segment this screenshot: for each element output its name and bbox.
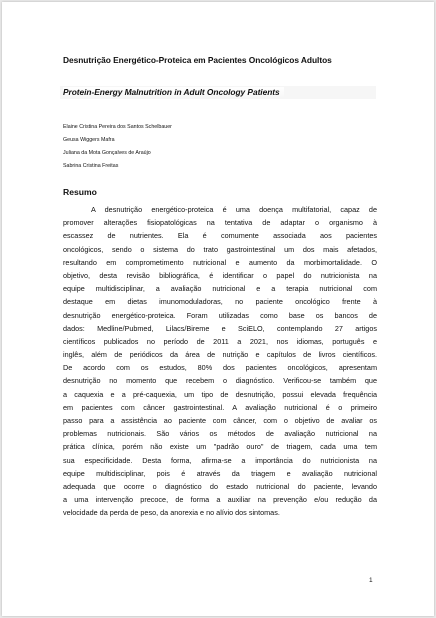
abstract-line: oncológicos, sendo o sistema do trato gastrointestinal um dos mais afetados,: [63, 244, 377, 254]
author-name: Elaine Cristina Pereira dos Santos Schelbauer: [63, 124, 172, 130]
abstract-line: problemas nutricionais. São vários os métodos de avaliação nutricional na: [63, 429, 377, 439]
title-portuguese: Desnutrição Energético-Proteica em Pacientes Oncológicos Adultos: [63, 55, 332, 65]
abstract-line: velocidade da perda de peso, da anorexia e no alívio dos sintomas.: [63, 508, 280, 518]
abstract-line: A desnutrição energético-proteica é uma doença multifatorial, capaz de: [91, 205, 377, 214]
title-english: Protein-Energy Malnutrition in Adult Oncology Patients: [63, 87, 284, 97]
abstract-line: equipe multidisciplinar, pois é através da triagem e avaliação nutricional: [63, 468, 377, 478]
abstract-body: [63, 203, 377, 520]
abstract-line: prática clínica, porém não existe um "padrão ouro" de triagem, cada uma tem: [63, 442, 377, 452]
abstract-line: inglês, além de periódicos da área de nutrição e capítulos de livros científicos.: [63, 350, 377, 360]
abstract-line: científicos publicados no período de 2011 a 2021, nos idiomas, português e: [63, 336, 377, 346]
abstract-line: desnutrição no momento que recebem o diagnóstico. Verificou-se também que: [63, 376, 377, 386]
abstract-line: promover alterações fisiopatológicas na tentativa de adaptar o organismo à: [63, 218, 377, 228]
abstract-line: a uma intervenção precoce, de forma a auxiliar na prevenção e/ou redução da: [63, 495, 377, 505]
author-name: Juliana da Mota Gonçalves de Araújo: [63, 150, 151, 156]
abstract-line: resultando em comprometimento nutricional e aumento da morbimortalidade. O: [63, 257, 377, 267]
author-name: Geusa Wiggers Mafra: [63, 137, 115, 143]
abstract-line: adequada que ocorre o diagnóstico do estado nutricional do paciente, levando: [63, 481, 377, 491]
section-heading: Resumo: [63, 187, 97, 197]
abstract-line: De acordo com os estudos, 80% dos pacientes oncológicos, apresentam: [63, 363, 377, 373]
abstract-line: objetivo, desta revisão bibliográfica, é identificar o papel do nutricionista na: [63, 270, 377, 280]
abstract-line: desnutrição energético-proteica. Foram utilizadas como base os bancos de: [63, 310, 377, 320]
abstract-line: a caquexia e a pré-caquexia, um tipo de desnutrição, possui elevada frequência: [63, 389, 377, 399]
abstract-line: passo para a assistência ao paciente com câncer, com o objetivo de avaliar os: [63, 416, 377, 425]
abstract-line: dados: Medline/Pubmed, Lilacs/Bireme e SciELO, contemplando 27 artigos: [63, 323, 377, 333]
abstract-line: equipe multidisciplinar, a avaliação nutricional e a terapia nutricional com: [63, 284, 377, 294]
abstract-line: escassez de nutrientes. Ela é comumente associada aos pacientes: [63, 231, 377, 241]
abstract-line: sua especificidade. Desta forma, afirma-se a importância do nutricionista na: [63, 455, 377, 465]
document-page: [2, 2, 434, 616]
abstract-line: em pacientes com câncer gastrointestinal. A avaliação nutricional é o primeiro: [63, 402, 377, 412]
author-list: [63, 121, 172, 173]
author-name: Sabrina Cristina Freitas: [63, 163, 119, 169]
abstract-line: destaque em dietas imunomoduladoras, no paciente oncológico frente à: [63, 297, 377, 307]
page-number: 1: [369, 577, 373, 584]
